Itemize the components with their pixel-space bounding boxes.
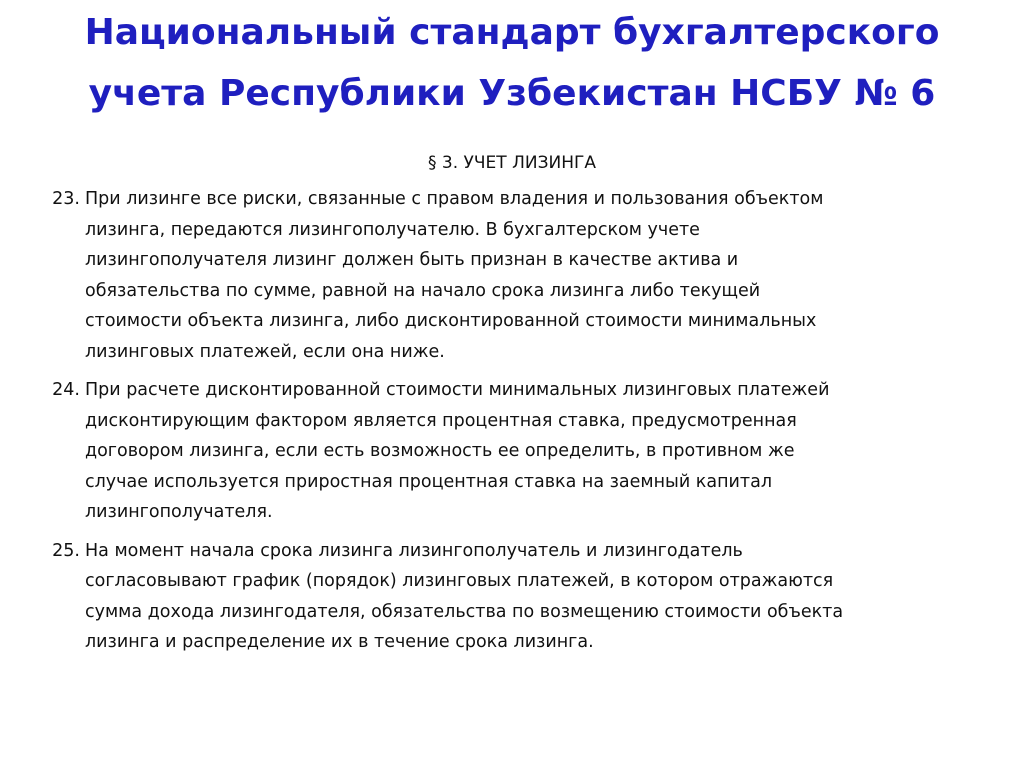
item-text: На момент начала срока лизинга лизингополучатель и лизингодатель согласовывают график (порядок) лизинговых платежей, в котором отражаются сумма дохода лизингодателя, обязательства по возмещению стоимости объекта лизинга и распределение их в течение срока лизинга. — [85, 540, 844, 652]
numbered-list — [0, 184, 1024, 666]
item-text: При лизинге все риски, связанные с правом владения и пользования объектом лизинга, передаются лизингополучателю. В бухгалтерском учете лизингополучателя лизинг должен быть признан в качестве актива и обязательства по сумме, равной на начало срока лизинга либо текущей стоимости объекта лизинга, либо дисконтированной стоимости минимальных лизинговых платежей, если она ниже. — [85, 189, 824, 362]
slide-title-line-1: Национальный стандарт бухгалтерского — [84, 12, 940, 53]
item-number: 23. — [52, 189, 80, 209]
list-item-23 — [0, 184, 1024, 367]
item-number: 24. — [52, 380, 80, 400]
list-item-24 — [0, 375, 1024, 528]
list-item-25 — [0, 536, 1024, 658]
item-text: При расчете дисконтированной стоимости минимальных лизинговых платежей дисконтирующим фактором является процентная ставка, предусмотренная договором лизинга, если есть возможность ее определить, в противном же случае используется приростная процентная ставка на заемный капитал лизингополучателя. — [85, 380, 830, 522]
section-heading: § 3. УЧЕТ ЛИЗИНГА — [428, 153, 596, 173]
slide-title-line-2: учета Республики Узбекистан НСБУ № 6 — [88, 73, 936, 114]
item-number: 25. — [52, 540, 80, 561]
slide-title — [40, 2, 984, 124]
